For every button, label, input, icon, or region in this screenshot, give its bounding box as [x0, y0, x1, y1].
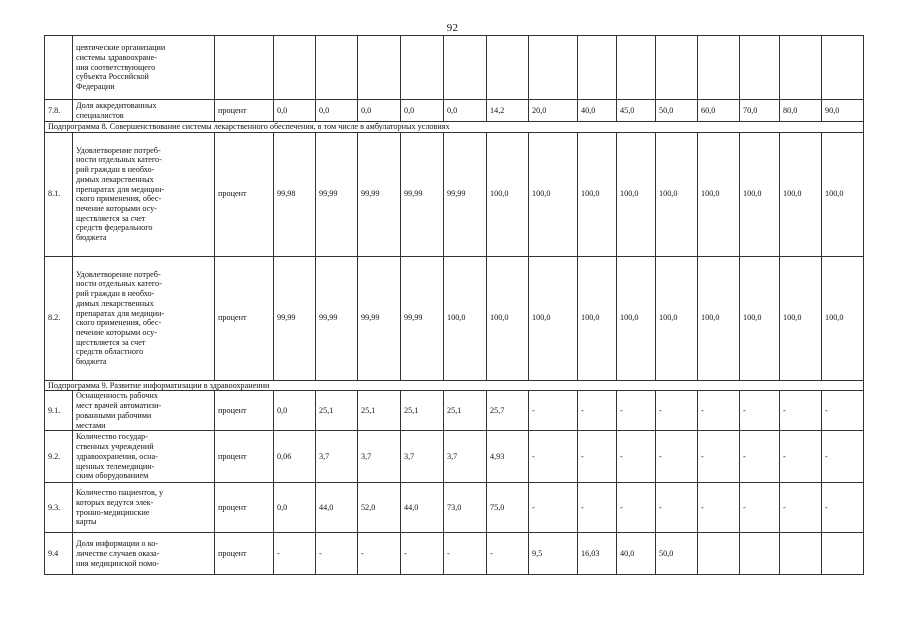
value-cell: - — [617, 391, 656, 431]
value-cell: - — [444, 533, 487, 575]
table-row — [45, 391, 864, 431]
value-cell: 100,0 — [740, 132, 780, 256]
value-cell: 99,99 — [316, 256, 358, 380]
page-number: 92 — [446, 22, 459, 34]
value-cell: 100,0 — [740, 256, 780, 380]
value-cell: 40,0 — [617, 533, 656, 575]
value-cell: 44,0 — [316, 483, 358, 533]
value-cell — [617, 36, 656, 100]
value-cell: 100,0 — [487, 132, 529, 256]
value-cell: 100,0 — [578, 132, 617, 256]
value-cell: - — [578, 483, 617, 533]
value-cell: - — [529, 483, 578, 533]
value-cell — [740, 36, 780, 100]
value-cell: 70,0 — [740, 100, 780, 122]
row-number: 9.3. — [45, 483, 73, 533]
row-number: 9.1. — [45, 391, 73, 431]
value-cell: 99,99 — [358, 132, 401, 256]
unit-cell: процент — [215, 533, 274, 575]
value-cell — [780, 533, 822, 575]
value-cell: 50,0 — [656, 100, 698, 122]
value-cell: 90,0 — [822, 100, 864, 122]
value-cell: - — [529, 391, 578, 431]
value-cell: 100,0 — [529, 256, 578, 380]
value-cell — [444, 36, 487, 100]
value-cell: 100,0 — [656, 256, 698, 380]
indicator-name: Удовлетворение потреб- ности отдельных катего- рий граждан в необхо- димых лекарственных препаратах для медицин- ского применения, обес- печение которыми осу- ществляется за счет средств федерального бюджета — [73, 132, 215, 256]
value-cell: 75,0 — [487, 483, 529, 533]
value-cell: 0,0 — [444, 100, 487, 122]
value-cell: - — [740, 431, 780, 483]
value-cell: 100,0 — [822, 256, 864, 380]
value-cell: 73,0 — [444, 483, 487, 533]
value-cell: 16,03 — [578, 533, 617, 575]
section-title: Подпрограмма 9. Развитие информатизации в здравоохранении — [45, 380, 864, 391]
table-row — [45, 36, 864, 100]
value-cell: 0,0 — [401, 100, 444, 122]
value-cell — [822, 36, 864, 100]
value-cell: 3,7 — [316, 431, 358, 483]
row-number: 9.4 — [45, 533, 73, 575]
value-cell: 44,0 — [401, 483, 444, 533]
value-cell: - — [529, 431, 578, 483]
value-cell: 100,0 — [529, 132, 578, 256]
value-cell — [740, 533, 780, 575]
value-cell: 99,99 — [316, 132, 358, 256]
unit-cell — [215, 36, 274, 100]
value-cell: 9,5 — [529, 533, 578, 575]
value-cell: 100,0 — [617, 256, 656, 380]
value-cell: 99,98 — [274, 132, 316, 256]
value-cell — [529, 36, 578, 100]
section-title: Подпрограмма 8. Совершенствование системы лекарственного обеспечения, в том числе в амбулаторных условиях — [45, 122, 864, 133]
value-cell: 3,7 — [444, 431, 487, 483]
value-cell: 25,1 — [444, 391, 487, 431]
value-cell: 0,0 — [274, 100, 316, 122]
value-cell: 25,1 — [401, 391, 444, 431]
value-cell: 99,99 — [401, 256, 444, 380]
value-cell: 0,06 — [274, 431, 316, 483]
value-cell: 3,7 — [401, 431, 444, 483]
value-cell: 100,0 — [780, 132, 822, 256]
indicator-name: Удовлетворение потреб- ности отдельных катего- рий граждан в необхо- димых лекарственных препаратах для медицин- ского применения, обес- печение которыми осу- ществляется за счет средств областного бюджета — [73, 256, 215, 380]
value-cell: - — [698, 431, 740, 483]
value-cell: 0,0 — [316, 100, 358, 122]
value-cell — [656, 36, 698, 100]
value-cell: - — [780, 391, 822, 431]
indicator-name: Доля информации о ко- личестве случаев оказа- ния медицинской помо- — [73, 533, 215, 575]
value-cell: 100,0 — [487, 256, 529, 380]
indicator-name: цевтические организации системы здравоохране- ния соответствующего субъекта Российской Федерации — [73, 36, 215, 100]
value-cell — [274, 36, 316, 100]
value-cell: - — [780, 431, 822, 483]
value-cell: 80,0 — [780, 100, 822, 122]
value-cell: 100,0 — [578, 256, 617, 380]
value-cell: - — [274, 533, 316, 575]
row-number: 7.8. — [45, 100, 73, 122]
value-cell: - — [316, 533, 358, 575]
row-number: 9.2. — [45, 431, 73, 483]
value-cell: 50,0 — [656, 533, 698, 575]
value-cell: - — [822, 431, 864, 483]
unit-cell: процент — [215, 483, 274, 533]
value-cell: 40,0 — [578, 100, 617, 122]
value-cell — [358, 36, 401, 100]
table-body — [45, 36, 864, 575]
value-cell: - — [656, 483, 698, 533]
value-cell: - — [740, 483, 780, 533]
value-cell: 25,7 — [487, 391, 529, 431]
value-cell: 14,2 — [487, 100, 529, 122]
value-cell: 99,99 — [444, 132, 487, 256]
table-row — [45, 256, 864, 380]
value-cell: 60,0 — [698, 100, 740, 122]
value-cell: - — [578, 431, 617, 483]
unit-cell: процент — [215, 431, 274, 483]
value-cell — [316, 36, 358, 100]
indicators-table — [44, 35, 864, 575]
value-cell: 3,7 — [358, 431, 401, 483]
unit-cell: процент — [215, 132, 274, 256]
value-cell: 99,99 — [401, 132, 444, 256]
indicator-name: Доля аккредитованных специалистов — [73, 100, 215, 122]
value-cell: - — [656, 431, 698, 483]
value-cell: - — [656, 391, 698, 431]
value-cell: 99,99 — [358, 256, 401, 380]
value-cell: - — [698, 391, 740, 431]
value-cell: - — [822, 391, 864, 431]
value-cell: 100,0 — [444, 256, 487, 380]
value-cell: 0,0 — [274, 391, 316, 431]
value-cell: 52,0 — [358, 483, 401, 533]
value-cell: - — [780, 483, 822, 533]
value-cell: 100,0 — [780, 256, 822, 380]
value-cell: 100,0 — [698, 256, 740, 380]
table-row — [45, 132, 864, 256]
value-cell: - — [487, 533, 529, 575]
value-cell: - — [578, 391, 617, 431]
value-cell — [578, 36, 617, 100]
indicator-name: Оснащенность рабочих мест врачей автоматизи- рованными рабочими местами — [73, 391, 215, 431]
value-cell — [487, 36, 529, 100]
table-row — [45, 431, 864, 483]
value-cell: 25,1 — [358, 391, 401, 431]
table-row — [45, 100, 864, 122]
value-cell: - — [617, 483, 656, 533]
table-row — [45, 533, 864, 575]
value-cell: - — [401, 533, 444, 575]
value-cell: 100,0 — [617, 132, 656, 256]
value-cell: 100,0 — [822, 132, 864, 256]
value-cell: - — [822, 483, 864, 533]
value-cell: 99,99 — [274, 256, 316, 380]
value-cell: 100,0 — [656, 132, 698, 256]
value-cell: 25,1 — [316, 391, 358, 431]
indicator-name: Количество государ- ственных учреждений здравоохранения, осна- щенных телемедицин- ским оборудованием — [73, 431, 215, 483]
row-number — [45, 36, 73, 100]
value-cell: - — [617, 431, 656, 483]
table-row — [45, 483, 864, 533]
value-cell: 45,0 — [617, 100, 656, 122]
value-cell — [698, 36, 740, 100]
value-cell: - — [358, 533, 401, 575]
value-cell — [698, 533, 740, 575]
unit-cell: процент — [215, 100, 274, 122]
value-cell: 100,0 — [698, 132, 740, 256]
section-row — [45, 380, 864, 391]
value-cell: 20,0 — [529, 100, 578, 122]
row-number: 8.1. — [45, 132, 73, 256]
indicator-name: Количество пациентов, у которых ведутся элек- тронно-медицинские карты — [73, 483, 215, 533]
value-cell: 4,93 — [487, 431, 529, 483]
section-row — [45, 122, 864, 133]
unit-cell: процент — [215, 391, 274, 431]
value-cell: 0,0 — [358, 100, 401, 122]
unit-cell: процент — [215, 256, 274, 380]
value-cell — [780, 36, 822, 100]
row-number: 8.2. — [45, 256, 73, 380]
value-cell: - — [740, 391, 780, 431]
value-cell: 0,0 — [274, 483, 316, 533]
value-cell — [401, 36, 444, 100]
value-cell — [822, 533, 864, 575]
value-cell: - — [698, 483, 740, 533]
